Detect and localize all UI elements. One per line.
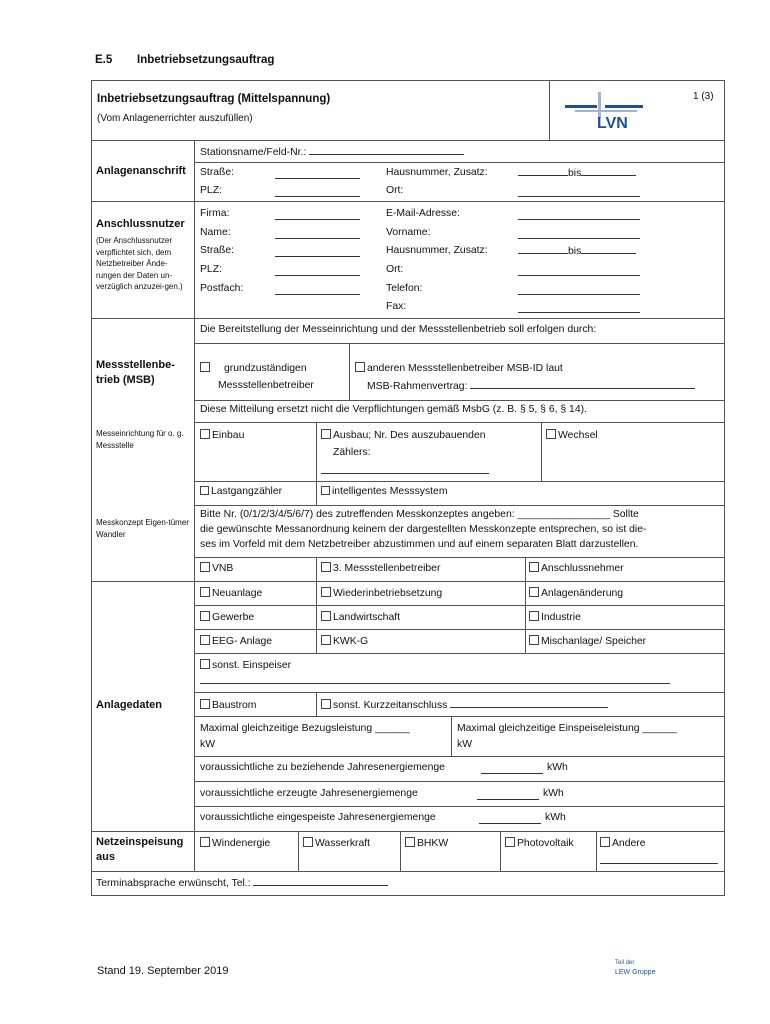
- kurzzeit-label: sonst. Kurzzeitanschluss: [333, 700, 448, 711]
- anschlussnehmer-label: Anschlussnehmer: [541, 563, 624, 574]
- checkbox[interactable]: [200, 611, 210, 621]
- landwirtschaft-label: Landwirtschaft: [333, 612, 400, 623]
- stationsname-label: Stationsname/Feld-Nr.:: [200, 147, 307, 158]
- anschrift-strasse-input[interactable]: [275, 170, 360, 179]
- wiederinbetriebsetzung-option[interactable]: [321, 587, 442, 599]
- checkbox[interactable]: [200, 837, 210, 847]
- checkbox[interactable]: [321, 635, 331, 645]
- sonst-einspeiser-input[interactable]: [200, 675, 670, 684]
- kwh-label: kWh: [543, 788, 564, 799]
- firma-label: Firma:: [200, 208, 230, 219]
- checkbox[interactable]: [200, 587, 210, 597]
- postfach-label: Postfach:: [200, 283, 244, 294]
- checkbox[interactable]: [321, 611, 331, 621]
- page-number: 1 (3): [693, 91, 714, 102]
- anschlussnehmer-option[interactable]: [529, 562, 624, 574]
- nutzer-hausnummer-input[interactable]: [518, 245, 636, 257]
- wechsel-option[interactable]: [546, 429, 598, 441]
- checkbox[interactable]: [529, 562, 539, 572]
- checkbox[interactable]: [200, 429, 210, 439]
- baustrom-label: Baustrom: [212, 700, 257, 711]
- nutzer-plz-label: PLZ:: [200, 264, 222, 275]
- msb-option1-line2: Messstellenbetreiber: [218, 380, 314, 391]
- jahres-eingespeist-label: voraussichtliche eingespeiste Jahresenergiemenge: [200, 812, 436, 823]
- checkbox[interactable]: [200, 635, 210, 645]
- msb-notice: Diese Mitteilung ersetzt nicht die Verpflichtungen gemäß MsbG (z. B. § 5, § 6, § 14).: [200, 404, 587, 415]
- anschrift-strasse-label: Straße:: [200, 167, 235, 178]
- name-label: Name:: [200, 227, 231, 238]
- vnb-option[interactable]: [200, 562, 233, 574]
- checkbox[interactable]: [505, 837, 515, 847]
- landwirtschaft-option[interactable]: [321, 611, 400, 623]
- checkbox[interactable]: [321, 699, 331, 709]
- footer-logo-line1: Teil der: [615, 960, 635, 966]
- fax-input[interactable]: [518, 304, 640, 313]
- section-title: Inbetriebsetzungsauftrag: [137, 54, 275, 66]
- checkbox[interactable]: [200, 562, 210, 572]
- nutzer-ort-input[interactable]: [518, 267, 640, 276]
- kurzzeit-option[interactable]: [321, 699, 608, 711]
- intelligentes-option[interactable]: [321, 486, 448, 497]
- lvn-logo: [565, 92, 645, 136]
- msb-option-grundzustaendig[interactable]: [200, 362, 307, 374]
- einspeiseleistung-line1: Maximal gleichzeitige Einspeiseleistung ______: [457, 723, 678, 734]
- checkbox[interactable]: [405, 837, 415, 847]
- kwh-label: kWh: [547, 762, 568, 773]
- anschlussnutzer-note: (Der Anschlussnutzer verpflichtet sich, dem Netzbetreiber Ände-rungen der Daten un-verzüglich anzuzei-gen.): [96, 236, 183, 291]
- checkbox[interactable]: [200, 362, 210, 372]
- jahres-erzeugt-input[interactable]: [477, 791, 539, 800]
- msb-option2-line2: MSB-Rahmenvertrag:: [367, 381, 468, 392]
- msb-option-anderer[interactable]: [355, 362, 563, 374]
- lastgangzaehler-option[interactable]: [200, 486, 282, 497]
- firma-input[interactable]: [275, 211, 360, 220]
- anschlussnutzer-label: Anschlussnutzer: [96, 218, 185, 230]
- industrie-label: Industrie: [541, 612, 581, 623]
- checkbox[interactable]: [355, 362, 365, 372]
- eeg-label: EEG- Anlage: [212, 636, 273, 647]
- sonst-einspeiser-label: sonst. Einspeiser: [212, 660, 292, 671]
- bezugsleistung-line1: Maximal gleichzeitige Bezugsleistung ______: [200, 723, 410, 734]
- vorname-label: Vorname:: [386, 227, 431, 238]
- netzeinspeisung-label-1: Netzeinspeisung: [96, 836, 184, 848]
- kwkg-label: KWK-G: [333, 636, 369, 647]
- postfach-input[interactable]: [275, 286, 360, 295]
- nutzer-hausnummer-label: Hausnummer, Zusatz:: [386, 245, 488, 256]
- wechsel-label: Wechsel: [558, 430, 598, 441]
- email-label: E-Mail-Adresse:: [386, 208, 460, 219]
- nutzer-strasse-label: Straße:: [200, 245, 235, 256]
- photovoltaik-label: Photovoltaik: [517, 838, 574, 849]
- einspeiseleistung-line2: kW: [457, 739, 473, 750]
- einbau-option[interactable]: [200, 429, 244, 441]
- msb-id-field[interactable]: [367, 380, 695, 392]
- termin-field[interactable]: [96, 877, 388, 889]
- wasserkraft-label: Wasserkraft: [315, 838, 371, 849]
- intelligentes-label: intelligentes Messsystem: [332, 486, 448, 497]
- jahres-bezug-label: voraussichtliche zu beziehende Jahresenergiemenge: [200, 762, 445, 773]
- photovoltaik-option[interactable]: [505, 837, 574, 849]
- checkbox[interactable]: [321, 587, 331, 597]
- bhkw-label: BHKW: [417, 838, 449, 849]
- anschrift-plz-label: PLZ:: [200, 185, 222, 196]
- windenergie-label: Windenergie: [212, 838, 271, 849]
- anlagenanschrift-label: Anlagenanschrift: [96, 165, 186, 177]
- msb-intro: Die Bereitstellung der Messeinrichtung und der Messstellenbetrieb soll erfolgen durch:: [200, 324, 597, 335]
- windenergie-option[interactable]: [200, 837, 270, 849]
- checkbox[interactable]: [600, 837, 610, 847]
- anschrift-plz-input[interactable]: [275, 188, 360, 197]
- netzeinspeisung-label-2: aus: [96, 851, 115, 863]
- vorname-input[interactable]: [518, 230, 640, 239]
- telefon-input[interactable]: [518, 286, 640, 295]
- gewerbe-label: Gewerbe: [212, 612, 255, 623]
- footer-stand: Stand 19. September 2019: [97, 965, 229, 977]
- ausbau-option[interactable]: [321, 429, 486, 441]
- einbau-label: Einbau: [212, 430, 245, 441]
- kwh-label: kWh: [545, 812, 566, 823]
- footer-logo-line2: LEW Gruppe: [615, 969, 656, 976]
- checkbox[interactable]: [200, 486, 209, 495]
- anschrift-ort-label: Ort:: [386, 185, 404, 196]
- checkbox[interactable]: [200, 659, 210, 669]
- form-subtitle: (Vom Anlagenerrichter auszufüllen): [97, 113, 253, 124]
- email-input[interactable]: [518, 211, 640, 220]
- dritter-msb-option[interactable]: [321, 562, 440, 574]
- jahres-erzeugt-label: voraussichtliche erzeugte Jahresenergiemenge: [200, 788, 418, 799]
- msb-label-2: trieb (MSB): [96, 374, 155, 386]
- checkbox[interactable]: [303, 837, 313, 847]
- anlagenaenderung-option[interactable]: [529, 587, 623, 599]
- nutzer-plz-input[interactable]: [275, 267, 360, 276]
- mischanlage-option[interactable]: [529, 635, 646, 647]
- checkbox[interactable]: [321, 562, 331, 572]
- messeinrichtung-label: Messeinrichtung für o. g. Messstelle: [96, 429, 184, 450]
- messkonzept-label: Messkonzept Eigen-tümer Wandler: [96, 518, 189, 539]
- ausbau-label: Ausbau; Nr. Des auszubauenden: [333, 430, 486, 441]
- gewerbe-option[interactable]: [200, 611, 254, 623]
- anlagenaenderung-label: Anlagenänderung: [541, 588, 624, 599]
- nutzer-strasse-input[interactable]: [275, 248, 360, 257]
- anschrift-hausnummer-input[interactable]: [518, 167, 636, 179]
- termin-label: Terminabsprache erwünscht, Tel.:: [96, 878, 251, 889]
- neuanlage-label: Neuanlage: [212, 588, 263, 599]
- messkonzept-text-1: Bitte Nr. (0/1/2/3/4/5/6/7) des zutreffenden Messkonzeptes angeben: ________________ Sollte: [200, 509, 639, 520]
- form-title: Inbetriebsetzungsauftrag (Mittelspannung): [97, 93, 331, 105]
- sonst-einspeiser-option[interactable]: [200, 659, 291, 671]
- checkbox[interactable]: [529, 611, 539, 621]
- anschrift-hausnummer-label: Hausnummer, Zusatz:: [386, 167, 488, 178]
- anschrift-ort-input[interactable]: [518, 188, 640, 197]
- anlagedaten-label: Anlagedaten: [96, 699, 163, 711]
- bis-label: bis: [568, 168, 582, 179]
- andere-option[interactable]: [600, 837, 646, 849]
- checkbox[interactable]: [546, 429, 556, 439]
- msb-option2-line1: anderen Messstellenbetreiber MSB-ID laut: [367, 363, 563, 374]
- msb-label-1: Messstellenbe-: [96, 359, 175, 371]
- ausbau-zaehler-input[interactable]: [321, 465, 489, 474]
- checkbox[interactable]: [529, 635, 539, 645]
- msb-option1-line1: grundzuständigen: [224, 363, 307, 374]
- eeg-option[interactable]: [200, 635, 272, 647]
- bhkw-option[interactable]: [405, 837, 448, 849]
- nutzer-ort-label: Ort:: [386, 264, 404, 275]
- ausbau-zaehler-label: Zählers:: [333, 447, 371, 458]
- checkbox[interactable]: [529, 587, 539, 597]
- stationsname-field[interactable]: [200, 146, 464, 158]
- andere-label: Andere: [612, 838, 646, 849]
- kwkg-option[interactable]: [321, 635, 368, 647]
- baustrom-option[interactable]: [200, 699, 256, 711]
- fax-label: Fax:: [386, 301, 407, 312]
- checkbox[interactable]: [200, 699, 210, 709]
- telefon-label: Telefon:: [386, 283, 423, 294]
- andere-input[interactable]: [600, 855, 718, 864]
- industrie-option[interactable]: [529, 611, 581, 623]
- lastgangzaehler-label: Lastgangzähler: [211, 486, 283, 497]
- logo-text: LVN: [597, 115, 628, 132]
- checkbox[interactable]: [321, 429, 331, 439]
- messkonzept-text-2: die gewünschte Messanordnung keinem der dargestellten Messkonzepte entsprechen, so ist die-: [200, 524, 647, 535]
- jahres-bezug-input[interactable]: [481, 765, 543, 774]
- mischanlage-label: Mischanlage/ Speicher: [541, 636, 647, 647]
- neuanlage-option[interactable]: [200, 587, 262, 599]
- bezugsleistung-line2: kW: [200, 739, 216, 750]
- wasserkraft-option[interactable]: [303, 837, 370, 849]
- dritter-msb-label: 3. Messstellenbetreiber: [333, 563, 441, 574]
- wiederinbetriebsetzung-label: Wiederinbetriebsetzung: [333, 588, 443, 599]
- messkonzept-text-3: ses im Vorfeld mit dem Netzbetreiber abzustimmen und auf einem separaten Blatt darzustellen.: [200, 539, 639, 550]
- name-input[interactable]: [275, 230, 360, 239]
- jahres-eingespeist-input[interactable]: [479, 815, 541, 824]
- vnb-label: VNB: [212, 563, 234, 574]
- bis-label: bis: [568, 246, 582, 257]
- section-number: E.5: [95, 54, 113, 66]
- checkbox[interactable]: [321, 486, 330, 495]
